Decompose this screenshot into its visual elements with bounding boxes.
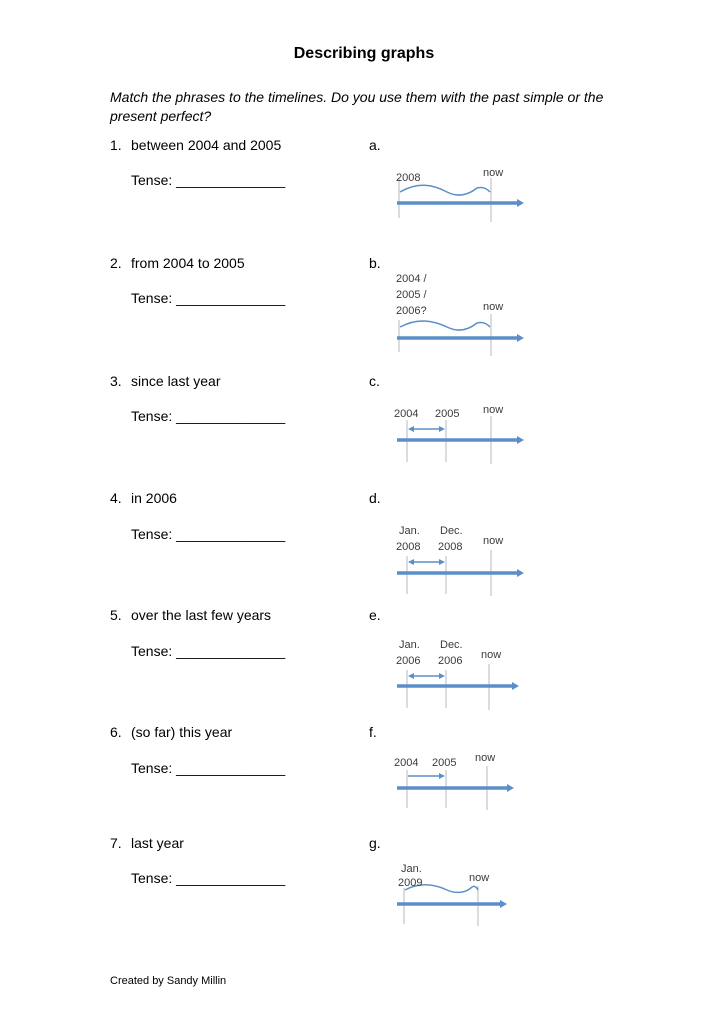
- phrase-text: between 2004 and 2005: [131, 137, 282, 153]
- phrase-text: over the last few years: [131, 607, 272, 623]
- tense-blank: Tense: ______________: [131, 643, 286, 659]
- timeline-label: Dec.: [440, 525, 463, 537]
- tense-blank: Tense: ______________: [131, 290, 286, 306]
- timeline-label: now: [483, 535, 504, 547]
- phrase-text: since last year: [131, 373, 221, 389]
- phrase-number: 1.: [110, 137, 122, 153]
- timeline-c: [392, 400, 532, 490]
- tense-blank: Tense: ______________: [131, 408, 286, 424]
- timeline-letter: g.: [369, 835, 381, 851]
- instructions: Match the phrases to the timelines. Do you use them with the past simple or the present perfect?: [110, 89, 604, 124]
- footer-credit: Created by Sandy Millin: [110, 975, 227, 987]
- timeline-label: 2004: [394, 757, 419, 769]
- phrase-item: [110, 835, 360, 851]
- phrase-text: last year: [131, 835, 184, 851]
- phrase-number: 5.: [110, 607, 122, 623]
- timeline-label: 2005 /: [396, 289, 427, 301]
- phrase-number: 2.: [110, 255, 122, 271]
- timeline-letter: b.: [369, 255, 381, 271]
- timeline-letter: c.: [369, 373, 380, 389]
- timeline-b: [392, 270, 532, 360]
- timeline-d: [392, 520, 532, 610]
- timeline-label: now: [481, 649, 502, 661]
- tense-blank: Tense: ______________: [131, 870, 286, 886]
- timeline-label: Dec.: [440, 639, 463, 651]
- phrase-number: 3.: [110, 373, 122, 389]
- timeline-label: now: [469, 872, 490, 884]
- phrase-text: in 2006: [131, 490, 177, 506]
- phrase-text: from 2004 to 2005: [131, 255, 245, 271]
- timeline-label: 2008: [396, 541, 421, 553]
- phrase-item: [110, 490, 360, 506]
- timeline-label: 2006?: [396, 305, 427, 317]
- timeline-label: now: [483, 167, 504, 179]
- timeline-label: now: [475, 752, 496, 764]
- timeline-label: 2005: [435, 408, 460, 420]
- page-title: Describing graphs: [293, 45, 435, 62]
- timeline-label: Jan.: [399, 525, 420, 537]
- timeline-a: [392, 160, 532, 250]
- timeline-label: 2005: [432, 757, 457, 769]
- phrase-item: [110, 255, 360, 271]
- timeline-label: 2008: [396, 172, 421, 184]
- timeline-g: [392, 858, 532, 948]
- timeline-label: 2004 /: [396, 273, 427, 285]
- timeline-letter: f.: [369, 724, 377, 740]
- timeline-letter: d.: [369, 490, 381, 506]
- phrase-text: (so far) this year: [131, 724, 233, 740]
- timeline-letter: a.: [369, 137, 381, 153]
- timeline-label: 2006: [396, 655, 421, 667]
- phrase-item: [110, 137, 360, 153]
- phrase-number: 4.: [110, 490, 122, 506]
- timeline-label: 2009: [398, 877, 423, 889]
- timeline-label: Jan.: [401, 863, 422, 875]
- timeline-label: Jan.: [399, 639, 420, 651]
- timeline-label: now: [483, 301, 504, 313]
- timeline-label: 2008: [438, 541, 463, 553]
- phrase-item: [110, 373, 360, 389]
- phrase-item: [110, 724, 360, 740]
- tense-blank: Tense: ______________: [131, 526, 286, 542]
- timeline-letter: e.: [369, 607, 381, 623]
- tense-blank: Tense: ______________: [131, 172, 286, 188]
- phrase-number: 7.: [110, 835, 122, 851]
- phrase-item: [110, 607, 360, 623]
- timeline-label: now: [483, 404, 504, 416]
- timeline-label: 2004: [394, 408, 419, 420]
- timeline-label: 2006: [438, 655, 463, 667]
- timeline-e: [392, 634, 532, 724]
- phrase-number: 6.: [110, 724, 122, 740]
- timeline-f: [392, 750, 532, 840]
- tense-blank: Tense: ______________: [131, 760, 286, 776]
